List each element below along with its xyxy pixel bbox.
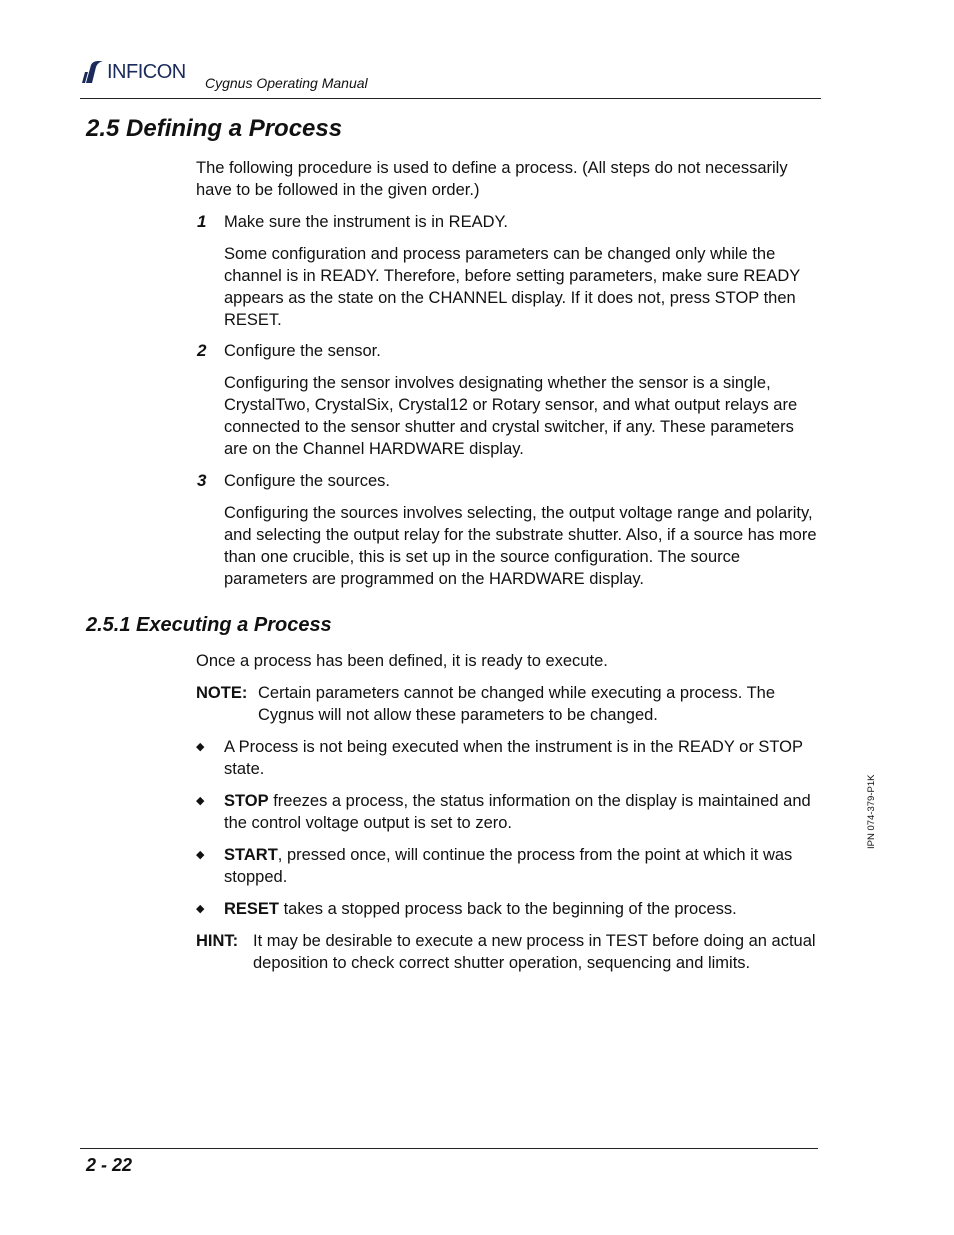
step-3-number: 3 xyxy=(197,471,207,490)
bullet-item-4 xyxy=(224,898,819,920)
hint-text: It may be desirable to execute a new process in TEST before doing an actual deposition to check correct shutter operation, sequencing and limits. xyxy=(253,932,816,972)
bullet-item-2-keyword: STOP xyxy=(224,792,269,810)
section-heading: 2.5 Defining a Process xyxy=(86,115,343,142)
note-label: NOTE: xyxy=(196,684,248,702)
bullet-icon: ◆ xyxy=(196,741,205,753)
manual-title: Cygnus Operating Manual xyxy=(205,75,368,91)
inficon-logo-icon xyxy=(82,60,104,84)
step-1-detail: Some configuration and process parameters can be changed only while the channel is in READY. Therefore, before setting parameters, make sure READY appears as the state on the CHANNEL display. If it does not, press STOP then RESET. xyxy=(224,245,800,329)
subsection-intro: Once a process has been defined, it is ready to execute. xyxy=(196,652,608,670)
bullet-icon: ◆ xyxy=(196,849,205,861)
header-rule xyxy=(80,98,821,99)
bullet-item-1 xyxy=(224,736,819,780)
page-number: 2 - 22 xyxy=(86,1155,133,1175)
step-1-number: 1 xyxy=(197,212,207,231)
step-2-detail: Configuring the sensor involves designating whether the sensor is a single, CrystalTwo, CrystalSix, Crystal12 or Rotary sensor, and what output relays are connected to the sensor shutter and crystal switcher, if any. These parameters are on the Channel HARDWARE display. xyxy=(224,374,798,458)
subsection-heading: 2.5.1 Executing a Process xyxy=(86,614,332,636)
bullet-icon: ◆ xyxy=(196,795,205,807)
bullet-item-1-text: A Process is not being executed when the instrument is in the READY or STOP state. xyxy=(224,738,803,778)
step-3-title: Configure the sources. xyxy=(224,472,391,490)
bullet-item-2 xyxy=(224,790,819,834)
footer-rule xyxy=(80,1148,818,1149)
step-2-number: 2 xyxy=(197,341,207,360)
bullet-item-3-keyword: START xyxy=(224,846,278,864)
note-text: Certain parameters cannot be changed while executing a process. The Cygnus will not allow these parameters to be changed. xyxy=(258,684,776,724)
bullet-item-3 xyxy=(224,844,819,888)
inficon-logo xyxy=(82,58,186,86)
ipn-code: IPN 074-379-P1K xyxy=(866,774,877,849)
bullet-item-3-text: , pressed once, will continue the process from the point at which it was stopped. xyxy=(224,846,793,886)
section-intro: The following procedure is used to define a process. (All steps do not necessarily have to be followed in the given order.) xyxy=(196,159,788,199)
bullet-icon: ◆ xyxy=(196,903,205,915)
hint-label: HINT: xyxy=(196,932,239,950)
step-1-title: Make sure the instrument is in READY. xyxy=(224,213,508,231)
step-2-title: Configure the sensor. xyxy=(224,342,381,360)
bullet-item-4-keyword: RESET xyxy=(224,900,280,918)
bullet-item-2-text: freezes a process, the status information on the display is maintained and the control voltage output is set to zero. xyxy=(224,792,811,832)
step-3-detail: Configuring the sources involves selecting, the output voltage range and polarity, and selecting the output relay for the substrate shutter. Also, if a source has more than one crucible, this is set up in the source configuration. The source parameters are programmed on the HARDWARE display. xyxy=(224,504,817,588)
logo-text: INFICON xyxy=(107,60,186,83)
bullet-item-4-text: takes a stopped process back to the beginning of the process. xyxy=(279,900,737,918)
